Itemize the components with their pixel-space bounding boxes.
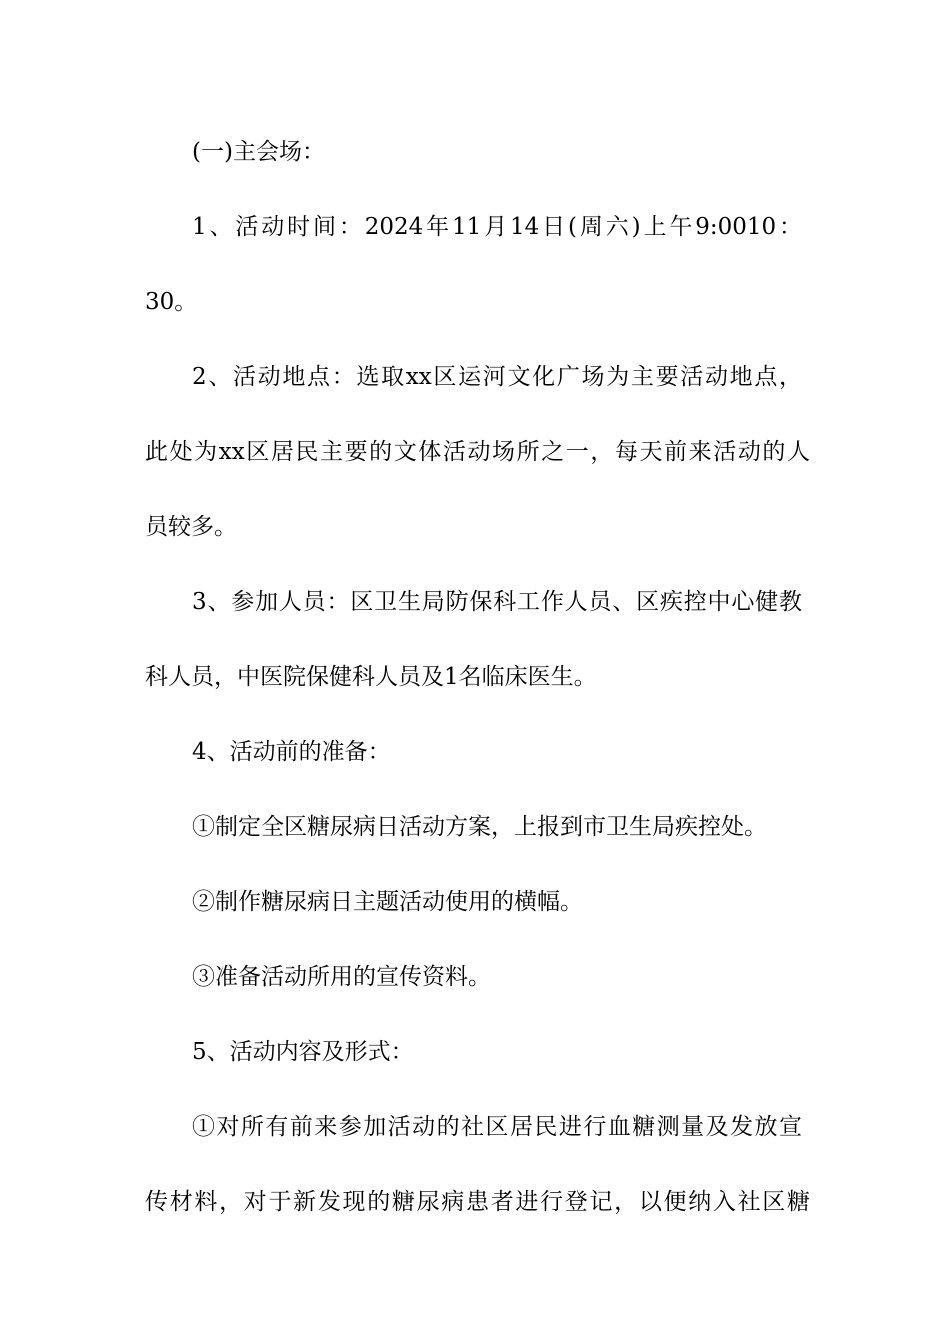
paragraph-activity-location-line2: 此处为xx区居民主要的文体活动场所之一，每天前来活动的人 [145, 439, 810, 465]
list-item-preparation-3: ③准备活动所用的宣传资料。 [192, 964, 491, 990]
list-item-content-1-line2: 传材料，对于新发现的糖尿病患者进行登记，以便纳入社区糖 [145, 1189, 810, 1215]
paragraph-preparation-heading: 4、活动前的准备： [192, 739, 391, 765]
paragraph-activity-location-line3: 员较多。 [145, 514, 237, 540]
paragraph-participants-line2: 科人员，中医院保健科人员及1名临床医生。 [145, 664, 597, 690]
list-item-preparation-1: ①制定全区糖尿病日活动方案，上报到市卫生局疾控处。 [192, 814, 767, 840]
list-item-content-1-line1: ①对所有前来参加活动的社区居民进行血糖测量及发放宣 [192, 1114, 802, 1140]
paragraph-activity-location-line1: 2、活动地点：选取xx区运河文化广场为主要活动地点， [192, 364, 802, 390]
paragraph-content-heading: 5、活动内容及形式： [192, 1039, 414, 1065]
section-heading-main-venue: (一)主会场： [192, 139, 325, 165]
paragraph-activity-time-line1: 1、活动时间：2024年11月14日(周六)上午9:0010： [192, 214, 802, 240]
paragraph-participants-line1: 3、参加人员：区卫生局防保科工作人员、区疾控中心健教 [192, 589, 802, 615]
list-item-preparation-2: ②制作糖尿病日主题活动使用的横幅。 [192, 889, 583, 915]
paragraph-activity-time-line2: 30。 [145, 289, 198, 315]
